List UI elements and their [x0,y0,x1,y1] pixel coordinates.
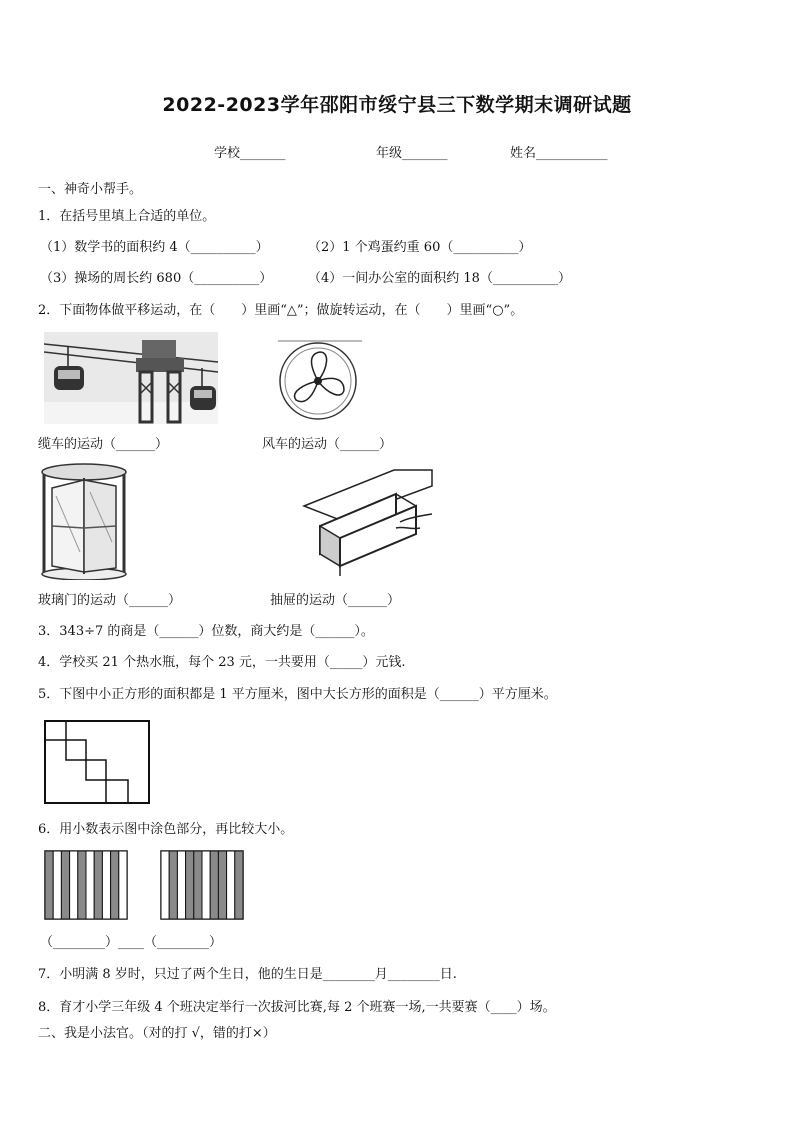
q6-answer-blanks: （________）____（________） [40,935,223,950]
stripe [119,851,127,919]
staircase-rectangle-figure [44,720,150,804]
cable-car-image [44,332,218,424]
stripe [111,851,119,919]
stripe [218,851,226,919]
stripe [227,851,235,919]
stripe [70,851,78,919]
stripe [161,851,169,919]
stripe [61,851,69,919]
stripe [53,851,61,919]
school-field: 学校_______ [214,146,286,161]
stripe [194,851,202,919]
stripe [86,851,94,919]
striped-figure-left [44,850,128,920]
drawer-image [300,466,436,578]
section-1-heading: 一、神奇小帮手。 [38,182,143,197]
fan-image [270,336,366,426]
stripe [45,851,53,919]
stripe [186,851,194,919]
stripe [177,851,185,919]
grade-field: 年级_______ [376,146,448,161]
name-field: 姓名___________ [510,146,608,161]
striped-figure-right [160,850,244,920]
fan-label: 风车的运动（______） [262,437,393,452]
q1-item-2: （2）1 个鸡蛋约重 60（__________） [308,240,532,255]
q4-text: 4．学校买 21 个热水瓶，每个 23 元，一共要用（_____）元钱. [38,655,406,670]
q6-stem: 6．用小数表示图中涂色部分，再比较大小。 [38,822,294,837]
cable-car-label: 缆车的运动（______） [38,437,169,452]
q5-text: 5．下图中小正方形的面积都是 1 平方厘米，图中大长方形的面积是（______）平方厘米。 [38,687,557,702]
stripe [202,851,210,919]
q1-stem: 1．在括号里填上合适的单位。 [38,209,216,224]
q8-text: 8．育才小学三年级 4 个班决定举行一次拔河比赛,每 2 个班赛一场,一共要赛（____）场。 [38,1000,556,1015]
drawer-label: 抽屉的运动（______） [270,593,401,608]
stripe [235,851,243,919]
stripe [169,851,177,919]
q1-item-1: （1）数学书的面积约 4（__________） [40,240,269,255]
q7-text: 7．小明满 8 岁时，只过了两个生日，他的生日是________月________日. [38,967,457,982]
door-label: 玻璃门的运动（______） [38,593,182,608]
revolving-door-image [40,462,128,580]
stripe [102,851,110,919]
q1-item-4: （4）一间办公室的面积约 18（__________） [308,271,571,286]
stripe [94,851,102,919]
section-2-heading: 二、我是小法官。（对的打 √，错的打×） [38,1026,276,1041]
stripe [78,851,86,919]
q3-text: 3．343÷7 的商是（______）位数，商大约是（______）。 [38,624,374,639]
q2-stem: 2．下面物体做平移运动，在（ ）里画“△”；做旋转运动，在（ ）里画“○”。 [38,303,524,318]
stripe [210,851,218,919]
page-title: 2022-2023学年邵阳市绥宁县三下数学期末调研试题 [162,94,632,116]
q1-item-3: （3）操场的周长约 680（__________） [40,271,273,286]
